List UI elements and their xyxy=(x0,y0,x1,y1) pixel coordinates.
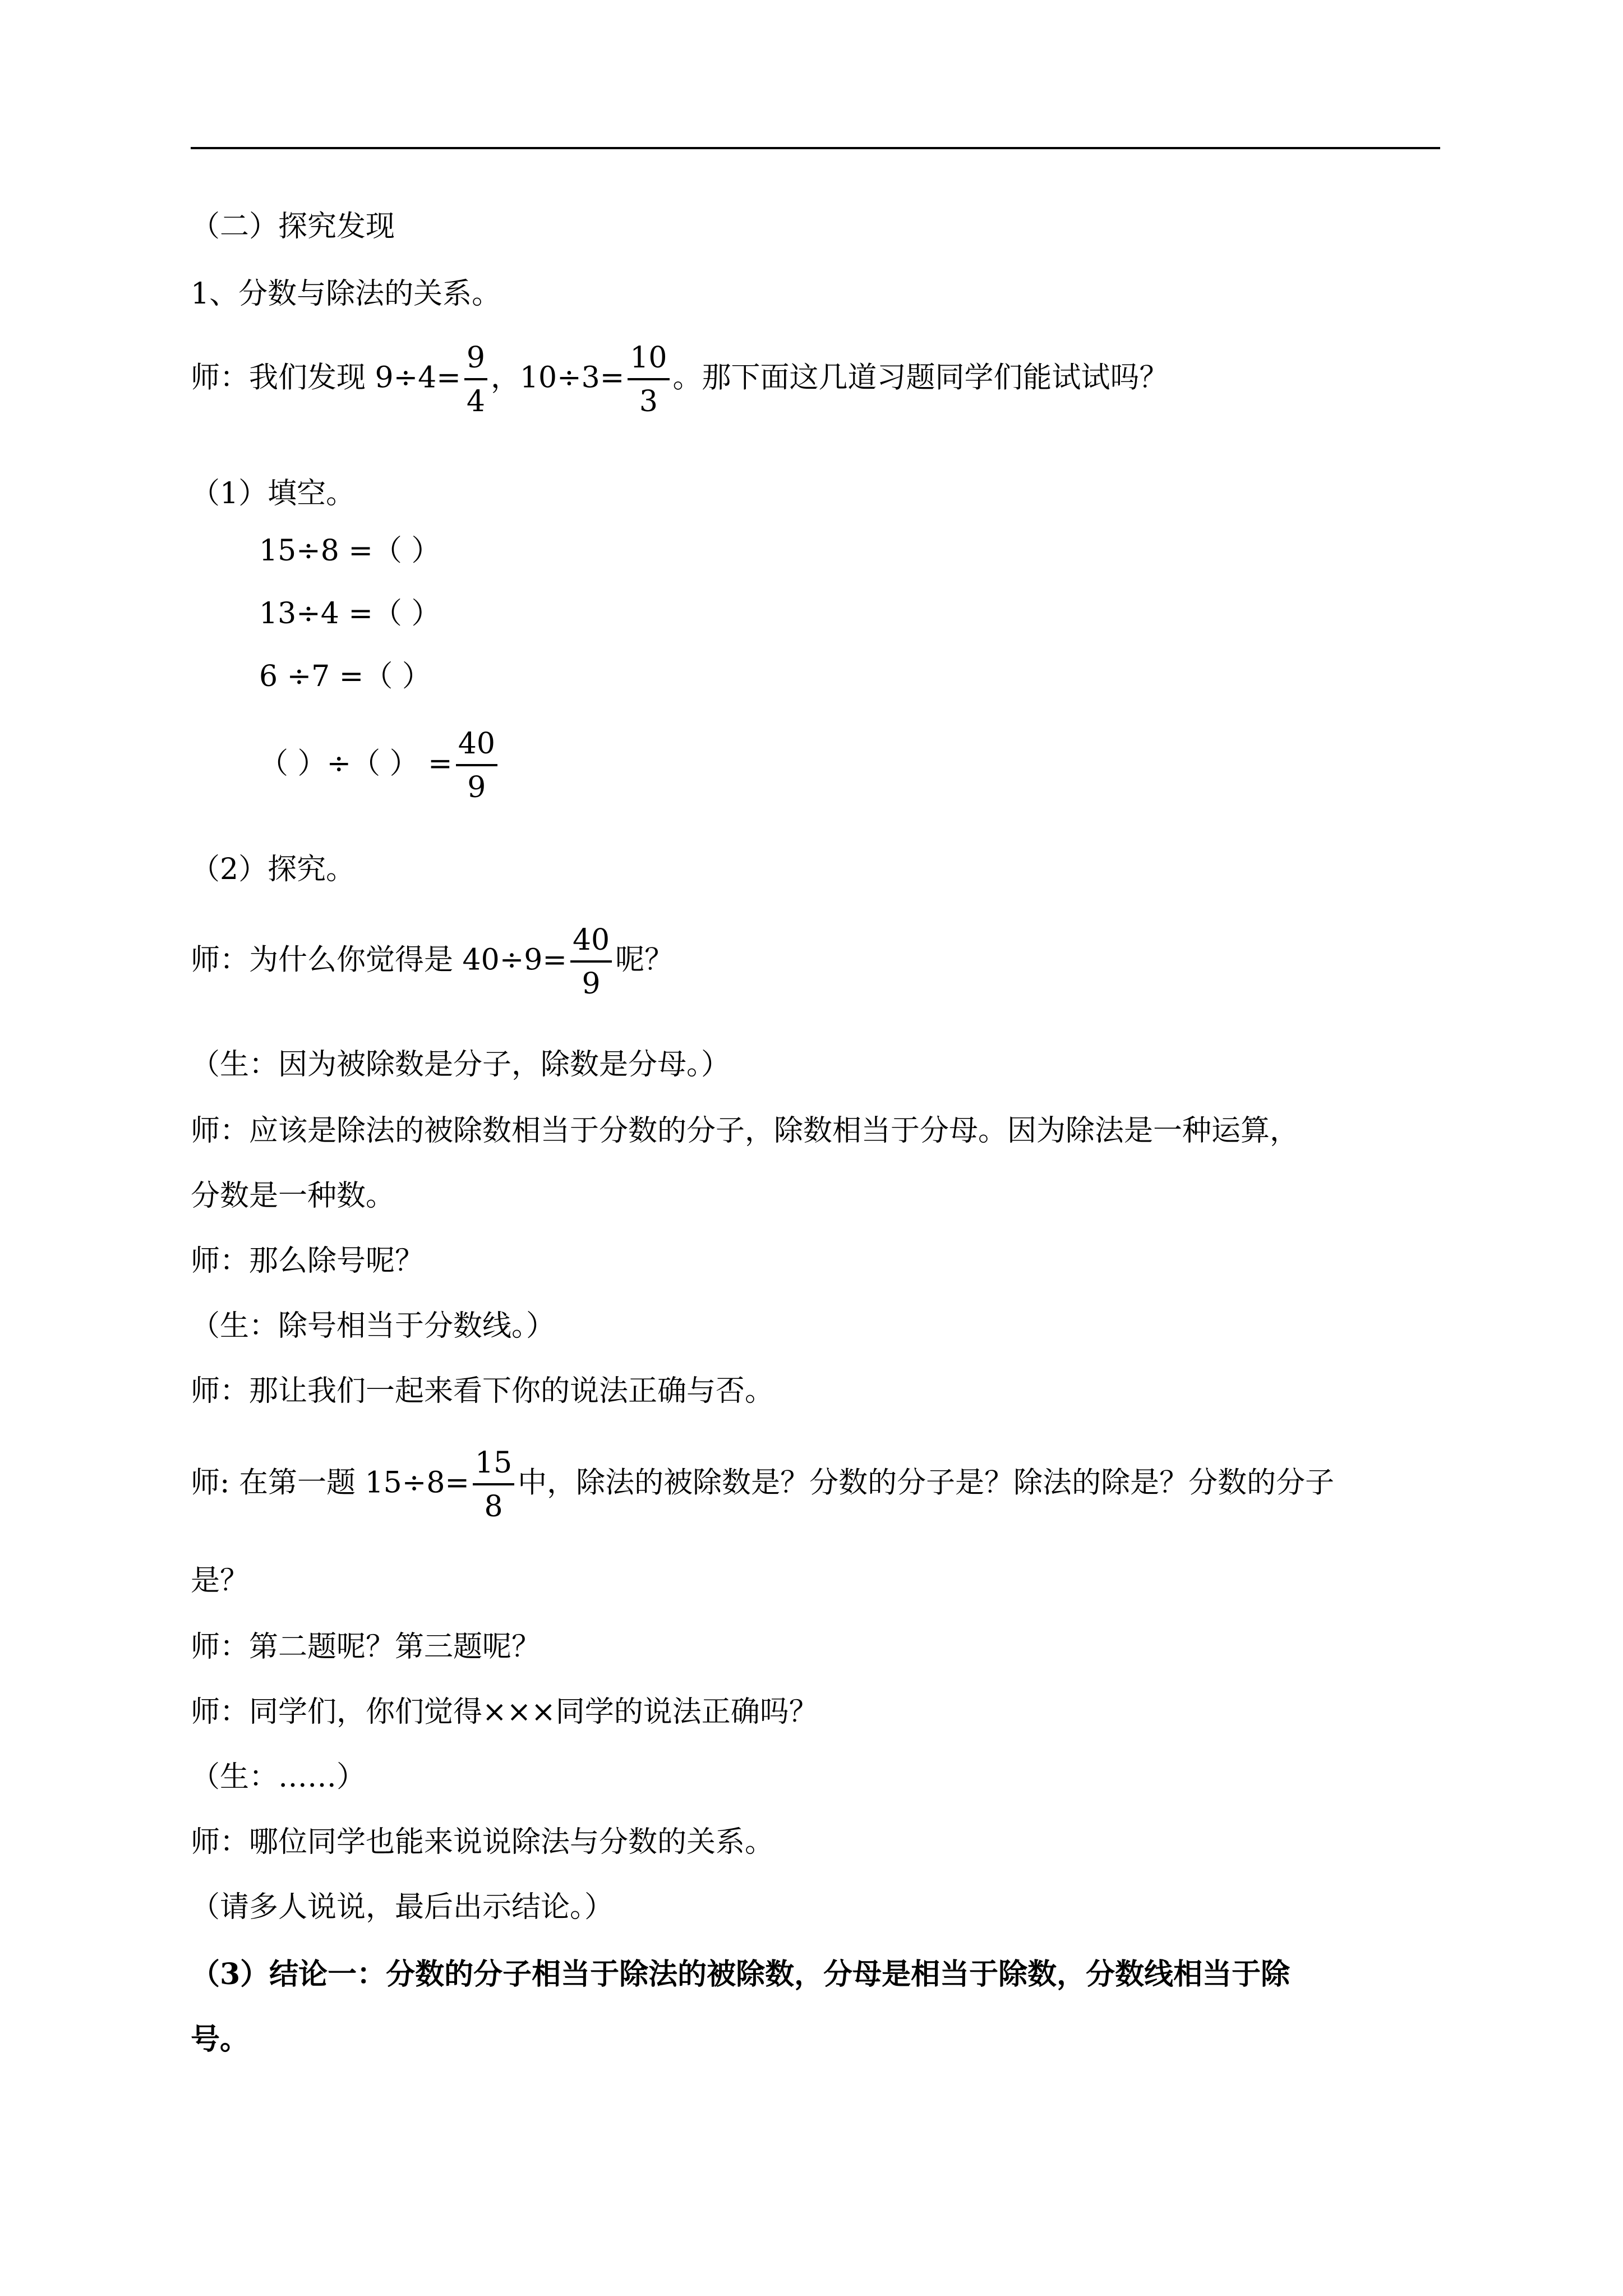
intro-text-after: 。那下面这几道习题同学们能试试吗？ xyxy=(672,361,1169,395)
exercise-4 xyxy=(259,729,501,802)
exercise-2: 13÷4 =（ ） xyxy=(259,597,441,631)
question-text-after: 呢？ xyxy=(615,943,674,977)
fraction-denominator: 4 xyxy=(466,385,485,418)
student-answer-2: （生：除号相当于分数线。） xyxy=(191,1309,556,1343)
part2-title: （2）探究。 xyxy=(191,853,356,886)
question-text-before: 师：为什么你觉得是 40÷9= xyxy=(191,943,567,977)
topic-heading: 1、分数与除法的关系。 xyxy=(191,277,501,311)
teacher-line-5: 师：第二题呢？第三题呢？ xyxy=(191,1630,541,1664)
conclusion-line-2: 号。 xyxy=(191,2022,250,2056)
teacher-line-2: 师：那么除号呢？ xyxy=(191,1244,425,1278)
fraction-numerator: 15 xyxy=(474,1446,513,1480)
fraction-numerator: 40 xyxy=(572,923,610,957)
fraction-10-3 xyxy=(628,343,669,416)
section-title: （二）探究发现 xyxy=(191,210,395,243)
fraction-denominator: 9 xyxy=(467,771,486,804)
exercise-3: 6 ÷7 =（ ） xyxy=(259,660,431,693)
teacher-line-4-continued: 是？ xyxy=(191,1564,250,1598)
teacher-line-1a: 师：应该是除法的被除数相当于分数的分子，除数相当于分母。因为除法是一种运算， xyxy=(191,1114,1299,1148)
student-answer-1: （生：因为被除数是分子，除数是分母。） xyxy=(191,1048,731,1082)
exercise-1: 15÷8 =（ ） xyxy=(259,534,441,568)
teacher-line-6: 师：同学们，你们觉得×××同学的说法正确吗？ xyxy=(191,1695,818,1729)
exercise-4-prefix: （ ）÷（ ） = xyxy=(259,747,453,781)
intro-text-middle: ，10÷3= xyxy=(490,361,625,395)
header-rule xyxy=(191,147,1440,149)
fraction-numerator: 40 xyxy=(458,727,495,761)
fraction-denominator: 9 xyxy=(582,967,601,1001)
teacher-question-1 xyxy=(191,923,674,1001)
teacher-line-7: 师：哪位同学也能来说说除法与分数的关系。 xyxy=(191,1825,774,1859)
conclusion-line-1: （3）结论一：分数的分子相当于除法的被除数，分母是相当于除数，分数线相当于除 xyxy=(191,1957,1290,1991)
fraction-40-9 xyxy=(456,729,497,802)
part1-title: （1）填空。 xyxy=(191,477,356,510)
student-answer-4: （请多人说说，最后出示结论。） xyxy=(191,1890,614,1924)
fraction-9-4 xyxy=(464,343,487,416)
fraction-numerator: 10 xyxy=(630,341,667,375)
fraction-denominator: 8 xyxy=(484,1490,503,1524)
fraction-denominator: 3 xyxy=(639,385,658,418)
teacher-line-4-before: 师: 在第一题 15÷8= xyxy=(191,1466,469,1500)
fraction-15-8 xyxy=(473,1446,514,1524)
teacher-line-4-after: 中，除法的被除数是？分数的分子是？除法的除是？分数的分子 xyxy=(518,1466,1335,1500)
teacher-line-4 xyxy=(191,1446,1335,1524)
teacher-line-3: 师：那让我们一起来看下你的说法正确与否。 xyxy=(191,1374,774,1408)
intro-line xyxy=(191,343,1169,416)
student-answer-3: （生：……） xyxy=(191,1760,366,1794)
fraction-numerator: 9 xyxy=(466,341,485,375)
intro-text-before: 师：我们发现 9÷4= xyxy=(191,361,461,395)
fraction-40-9 xyxy=(570,923,612,1001)
teacher-line-1b: 分数是一种数。 xyxy=(191,1179,395,1213)
